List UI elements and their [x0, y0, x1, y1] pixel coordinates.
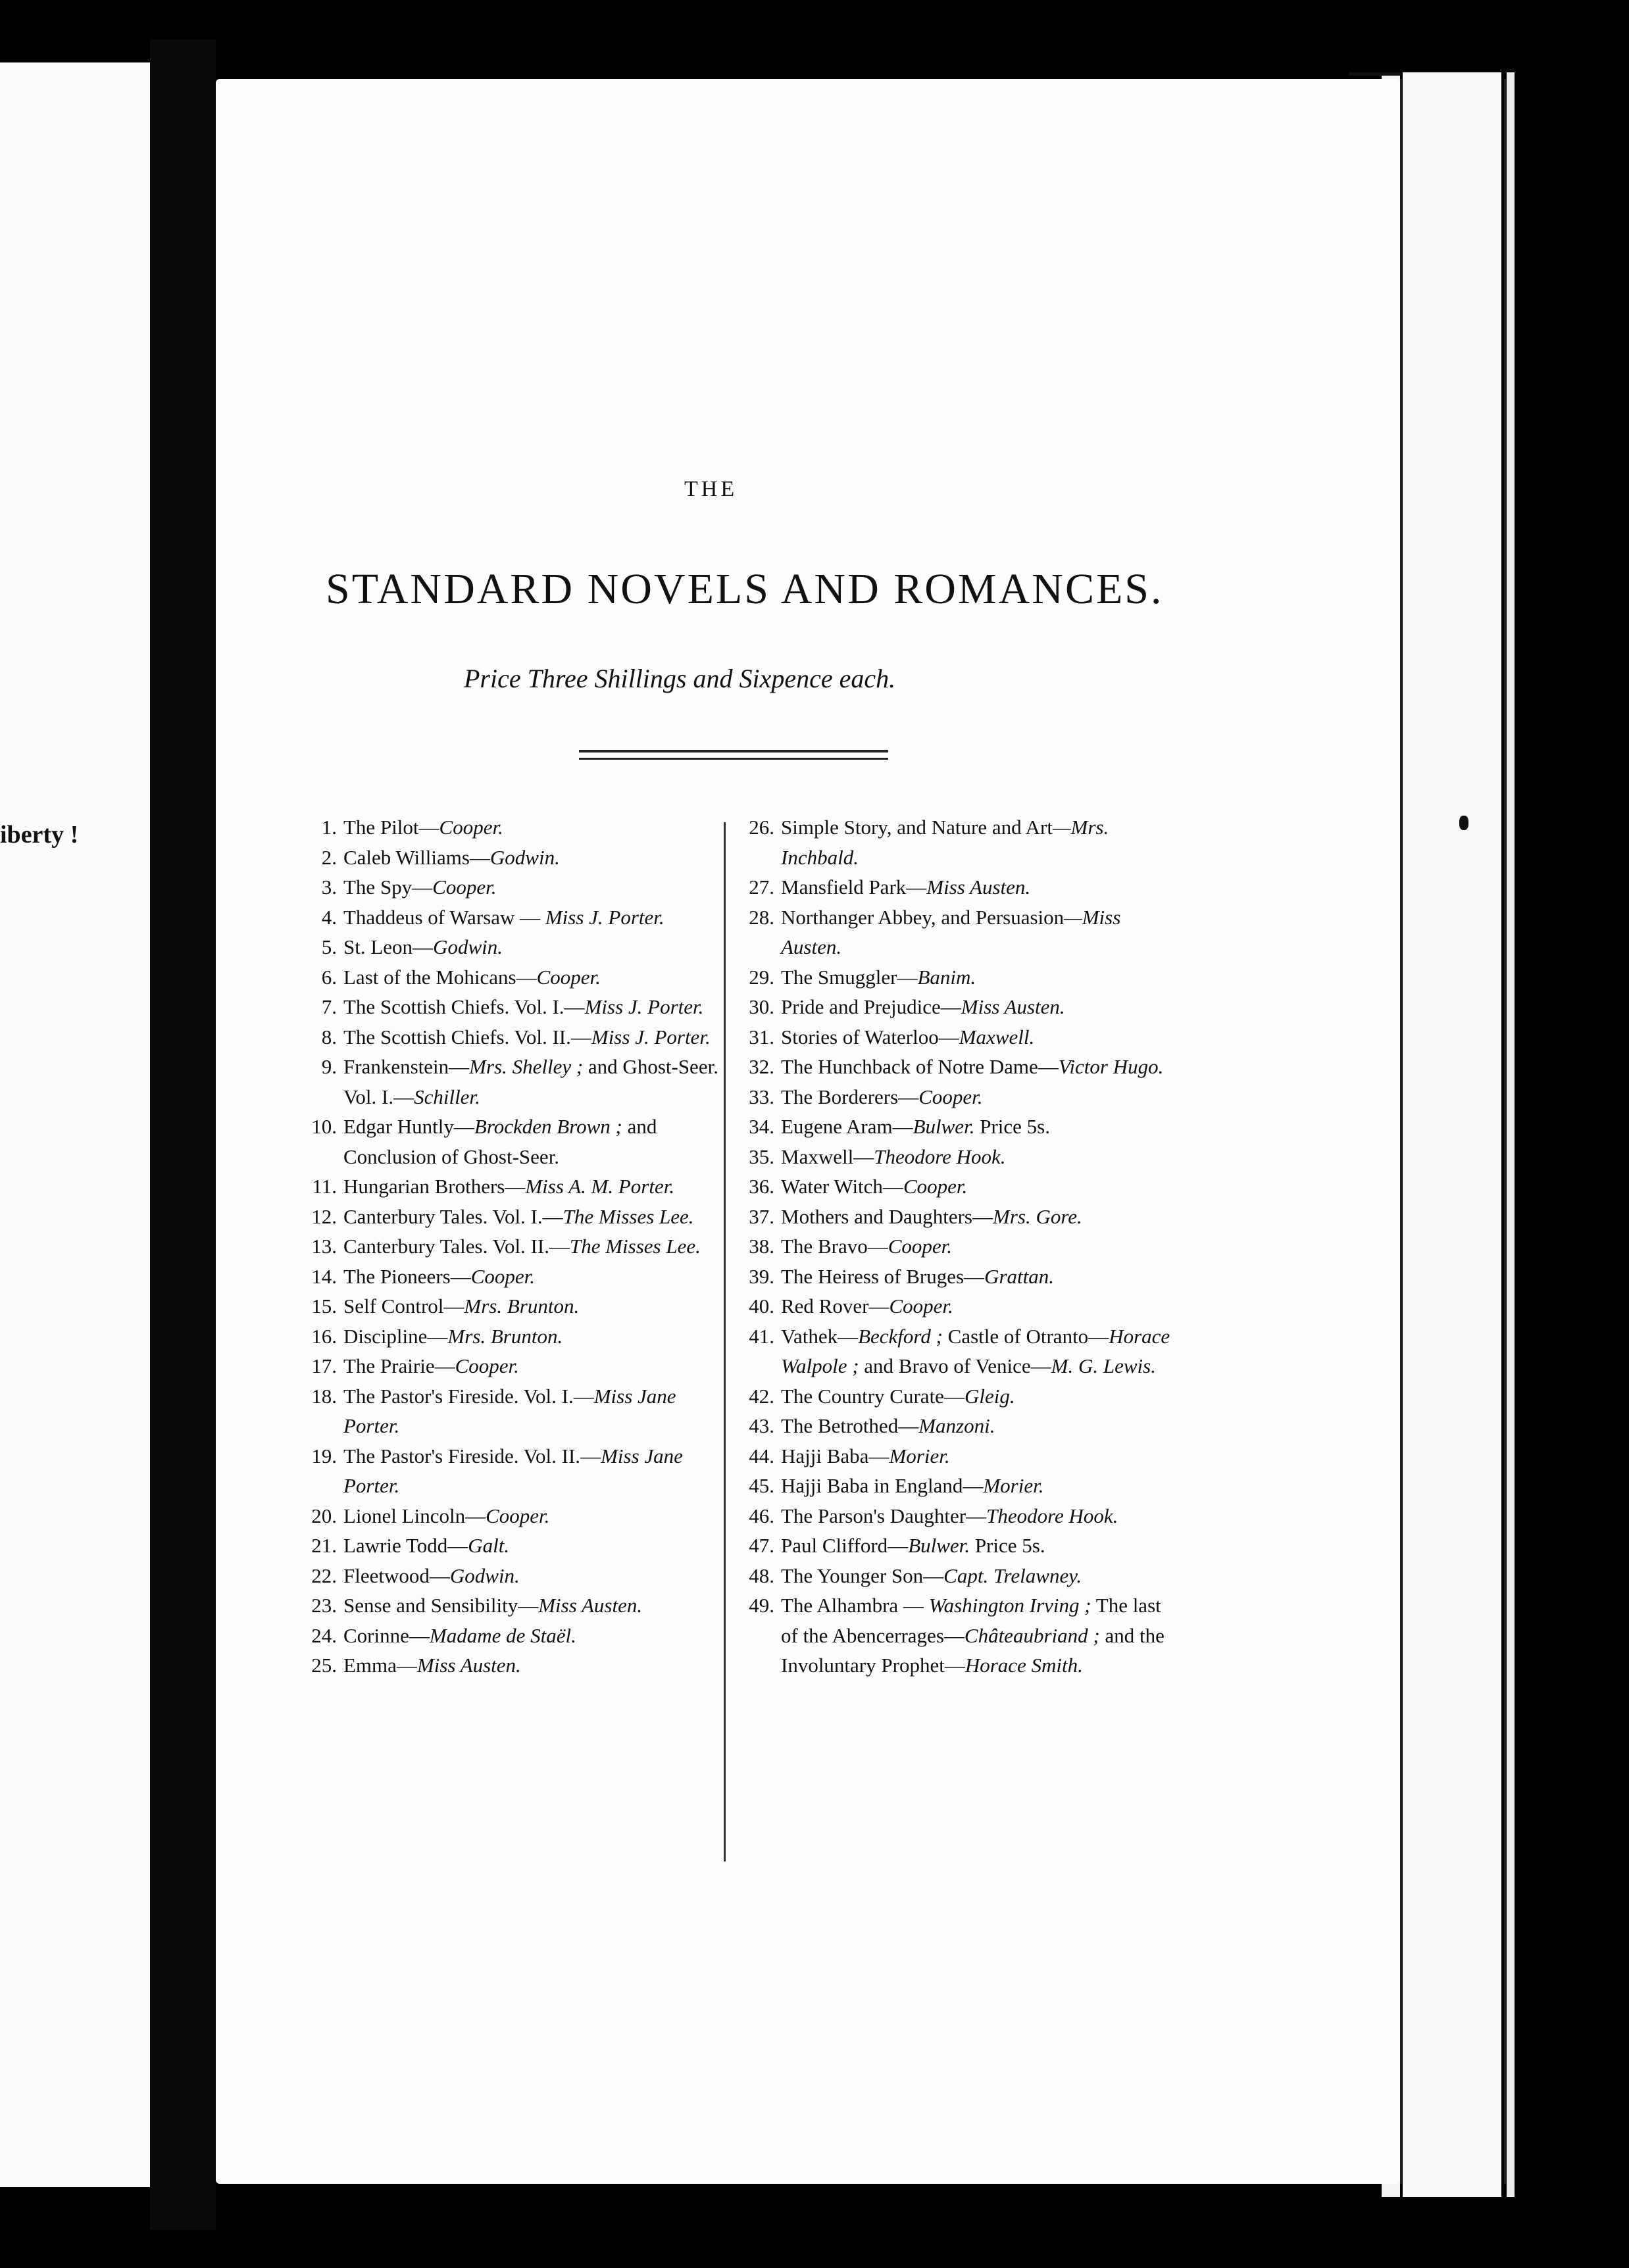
entry-text	[781, 1381, 1178, 1412]
page-edge	[1403, 72, 1501, 2197]
entry-number: 39.	[749, 1264, 774, 1288]
entry-author: Madame de Staël.	[429, 1623, 576, 1647]
entry-number: 10.	[311, 1115, 337, 1138]
entry-text	[781, 1321, 1178, 1381]
entry-author: Theodore Hook.	[874, 1145, 1006, 1168]
entry-author: Brockden Brown ;	[474, 1115, 622, 1138]
entry-number: 8.	[321, 1025, 337, 1048]
entry-author: Cooper.	[903, 1175, 968, 1198]
list-item	[303, 1650, 737, 1681]
list-item	[303, 1501, 737, 1531]
entry-text	[343, 1262, 737, 1292]
entry-title: Simple Story, and Nature and Art	[781, 816, 1053, 839]
list-item	[303, 1231, 737, 1262]
entry-text	[781, 1471, 1178, 1501]
entry-extra: and Conclusion of Ghost-Seer.	[343, 1115, 657, 1168]
entry-extra: Price 5s.	[974, 1115, 1050, 1138]
entry-number: 20.	[311, 1504, 337, 1527]
entry-author: Miss Jane Porter.	[343, 1444, 683, 1497]
list-item	[303, 1590, 737, 1621]
list-item	[740, 992, 1178, 1022]
entry-title: Edgar Huntly—	[343, 1115, 474, 1138]
list-item	[303, 872, 737, 902]
list-item	[303, 1112, 737, 1171]
entry-number: 5.	[321, 935, 337, 958]
entry-author: Godwin.	[449, 1564, 520, 1587]
entry-title: The Pilot—	[343, 816, 439, 839]
list-item	[740, 1202, 1178, 1232]
entry-title: Emma—	[343, 1654, 417, 1677]
entry-text	[343, 1321, 737, 1352]
list-item	[740, 1291, 1178, 1321]
list-item	[740, 902, 1178, 962]
entry-author: Manzoni.	[918, 1414, 995, 1437]
entry-title: The Pastor's Fireside. Vol. II.—	[343, 1444, 601, 1467]
entry-extra: The last of the Abencerrages—	[781, 1594, 1161, 1647]
list-item	[740, 1441, 1178, 1471]
entry-text	[343, 1501, 737, 1531]
page-edge-line	[1504, 79, 1506, 2184]
entry-text	[781, 872, 1178, 902]
column-divider	[724, 822, 726, 1861]
entry-text	[343, 1590, 737, 1621]
facing-page-text: iberty !	[0, 821, 79, 849]
entry-text	[781, 1531, 1178, 1561]
entry-text	[343, 812, 737, 843]
entry-number: 27.	[749, 875, 774, 899]
list-item	[740, 1471, 1178, 1501]
entry-author: Horace Smith.	[965, 1654, 1083, 1677]
entry-author: Miss J. Porter.	[584, 995, 704, 1018]
entry-number: 34.	[749, 1115, 774, 1138]
entry-title: Mansfield Park—	[781, 875, 927, 899]
left-list	[303, 812, 737, 1681]
entry-title: Water Witch—	[781, 1175, 903, 1198]
list-item	[303, 1291, 737, 1321]
entry-author: Maxwell.	[959, 1025, 1035, 1048]
entry-title: Stories of Waterloo—	[781, 1025, 959, 1048]
list-item	[303, 1531, 737, 1561]
list-item	[740, 1411, 1178, 1441]
entry-text	[343, 962, 737, 993]
entry-author: Bulwer.	[913, 1115, 975, 1138]
entry-author: Mrs. Gore.	[993, 1204, 1082, 1228]
entry-author: Cooper.	[486, 1504, 550, 1527]
entry-title: Canterbury Tales. Vol. I.—	[343, 1204, 563, 1228]
entry-number: 11.	[312, 1175, 337, 1198]
list-item	[740, 1262, 1178, 1292]
list-item	[740, 1022, 1178, 1052]
list-item	[303, 1351, 737, 1381]
entry-title: The Heiress of Bruges—	[781, 1264, 985, 1288]
entry-author: Mrs. Brunton.	[447, 1324, 563, 1348]
entry-text	[343, 1621, 737, 1651]
entry-number: 49.	[749, 1594, 774, 1617]
list-item	[303, 1171, 737, 1202]
entry-number: 26.	[749, 816, 774, 839]
entry-number: 2.	[321, 845, 337, 869]
entry-number: 25.	[311, 1654, 337, 1677]
list-item	[740, 1171, 1178, 1202]
page-title: STANDARD NOVELS AND ROMANCES.	[326, 565, 1164, 613]
list-item	[303, 1022, 737, 1052]
entry-text	[781, 1561, 1178, 1591]
entry-text	[781, 962, 1178, 993]
entry-author: Morier.	[983, 1474, 1044, 1497]
entry-text	[781, 1262, 1178, 1292]
entry-title: Vathek—	[781, 1324, 859, 1348]
entry-title: The Borderers—	[781, 1085, 919, 1108]
entry-text	[343, 902, 737, 933]
entry-author: —Mrs. Inchbald.	[781, 816, 1109, 869]
entry-author: Mrs. Brunton.	[464, 1294, 580, 1318]
entry-title: Hajji Baba in England—	[781, 1474, 984, 1497]
ink-mark	[1459, 816, 1468, 830]
entry-text	[781, 1291, 1178, 1321]
entry-author: Theodore Hook.	[986, 1504, 1118, 1527]
list-item	[303, 1052, 737, 1112]
entry-author: Miss Austen.	[961, 995, 1065, 1018]
entry-author: Cooper.	[432, 875, 497, 899]
divider-rule	[579, 750, 888, 752]
list-item	[740, 962, 1178, 993]
list-item	[303, 962, 737, 993]
entry-author: M. G. Lewis.	[1051, 1354, 1156, 1377]
entry-number: 7.	[321, 995, 337, 1018]
entry-text	[781, 1171, 1178, 1202]
entry-text	[781, 902, 1178, 962]
entry-author: Bulwer.	[908, 1534, 970, 1557]
entry-author: Horace Walpole ;	[781, 1324, 1170, 1377]
entry-number: 9.	[321, 1055, 337, 1078]
entry-author: Cooper.	[918, 1085, 983, 1108]
entry-author: Mrs. Shelley ;	[469, 1055, 584, 1078]
entry-title: The Scottish Chiefs. Vol. I.—	[343, 995, 585, 1018]
list-item	[303, 812, 737, 843]
entry-title: Red Rover—	[781, 1294, 890, 1318]
entry-author: —Miss Austen.	[781, 905, 1121, 958]
entry-author: Victor Hugo.	[1058, 1055, 1164, 1078]
right-list	[740, 812, 1178, 1681]
entry-title: The Scottish Chiefs. Vol. II.—	[343, 1025, 591, 1048]
price-subtitle: Price Three Shillings and Sixpence each.	[464, 664, 896, 693]
entry-number: 13.	[311, 1235, 337, 1258]
entry-number: 48.	[749, 1564, 774, 1587]
entry-author: Banim.	[917, 965, 976, 989]
entry-text	[343, 1381, 737, 1441]
entry-author: Cooper.	[439, 816, 503, 839]
entry-number: 18.	[311, 1384, 337, 1408]
entry-title: The Pioneers—	[343, 1264, 471, 1288]
entry-text	[343, 992, 737, 1022]
entry-number: 37.	[749, 1204, 774, 1228]
list-item	[740, 1531, 1178, 1561]
entry-author: Cooper.	[888, 1235, 953, 1258]
entry-title: The Younger Son—	[781, 1564, 944, 1587]
list-item	[740, 1590, 1178, 1681]
corner-mark	[1349, 72, 1401, 102]
entry-author: Cooper.	[889, 1294, 953, 1318]
list-item	[740, 1501, 1178, 1531]
facing-page	[0, 62, 150, 2187]
list-item	[303, 1441, 737, 1501]
entry-text	[781, 1112, 1178, 1142]
list-item	[303, 1621, 737, 1651]
entry-author: Miss J. Porter.	[545, 905, 664, 929]
entry-number: 6.	[321, 965, 337, 989]
entry-number: 33.	[749, 1085, 774, 1108]
entry-extra: and Bravo of Venice—	[859, 1354, 1051, 1377]
entry-text	[781, 1052, 1178, 1082]
entry-text	[781, 1501, 1178, 1531]
entry-number: 46.	[749, 1504, 774, 1527]
entry-text	[781, 1441, 1178, 1471]
entry-number: 40.	[749, 1294, 774, 1318]
entry-text	[343, 1171, 737, 1202]
entry-title: The Country Curate—	[781, 1384, 965, 1408]
entry-title: St. Leon—	[343, 935, 434, 958]
entry-number: 1.	[321, 816, 337, 839]
entry-text	[781, 812, 1178, 872]
entry-text	[343, 1531, 737, 1561]
entry-text	[343, 843, 737, 873]
entry-number: 22.	[311, 1564, 337, 1587]
entry-author: Gleig.	[964, 1384, 1015, 1408]
list-item	[303, 1381, 737, 1441]
list-item	[740, 812, 1178, 872]
entry-title: The Alhambra —	[781, 1594, 929, 1617]
entry-number: 32.	[749, 1055, 774, 1078]
list-item	[740, 1052, 1178, 1082]
entry-text	[343, 1561, 737, 1591]
entry-number: 21.	[311, 1534, 337, 1557]
entry-number: 42.	[749, 1384, 774, 1408]
entry-title: The Spy—	[343, 875, 433, 899]
page-edge-line	[1400, 79, 1402, 2184]
entry-title: Hungarian Brothers—	[343, 1175, 526, 1198]
entry-author: Miss Jane Porter.	[343, 1384, 676, 1437]
list-item	[740, 1381, 1178, 1412]
entry-number: 16.	[311, 1324, 337, 1348]
entry-text	[343, 1112, 737, 1171]
entry-author: Miss J. Porter.	[591, 1025, 711, 1048]
list-item	[740, 1231, 1178, 1262]
entry-author: The Misses Lee.	[563, 1204, 694, 1228]
entry-number: 23.	[311, 1594, 337, 1617]
list-item	[303, 843, 737, 873]
entry-author: Washington Irving ;	[928, 1594, 1091, 1617]
list-item	[740, 1321, 1178, 1381]
entry-extra: Price 5s.	[970, 1534, 1045, 1557]
entry-title: Caleb Williams—	[343, 845, 490, 869]
divider-rule	[579, 758, 888, 760]
entry-text	[781, 1022, 1178, 1052]
entry-author: Cooper.	[455, 1354, 519, 1377]
entry-author: Châteaubriand ;	[964, 1623, 1100, 1647]
entry-text	[343, 872, 737, 902]
list-item	[740, 1082, 1178, 1112]
entry-title: Hajji Baba—	[781, 1444, 890, 1467]
entry-text	[343, 1231, 737, 1262]
entry-number: 36.	[749, 1175, 774, 1198]
entry-author: Miss Austen.	[416, 1654, 521, 1677]
list-item	[303, 932, 737, 962]
entry-title: Corinne—	[343, 1623, 430, 1647]
entry-author: Schiller.	[414, 1085, 480, 1108]
entry-title: Thaddeus of Warsaw —	[343, 905, 545, 929]
entry-number: 35.	[749, 1145, 774, 1168]
entry-extra: and Ghost-Seer. Vol. I.—	[343, 1055, 718, 1108]
entry-author: Morier.	[889, 1444, 950, 1467]
entry-number: 31.	[749, 1025, 774, 1048]
entry-title: Maxwell—	[781, 1145, 874, 1168]
entry-number: 45.	[749, 1474, 774, 1497]
entry-title: Sense and Sensibility—	[343, 1594, 539, 1617]
entry-title: The Betrothed—	[781, 1414, 919, 1437]
entry-title: Eugene Aram—	[781, 1115, 913, 1138]
entry-title: Pride and Prejudice—	[781, 995, 961, 1018]
entry-title: Mothers and Daughters—	[781, 1204, 993, 1228]
entry-author: Miss Austen.	[926, 875, 1031, 899]
book-gutter	[150, 39, 216, 2230]
entry-number: 29.	[749, 965, 774, 989]
entry-number: 15.	[311, 1294, 337, 1318]
entry-text	[781, 992, 1178, 1022]
list-item	[740, 1112, 1178, 1142]
list-item	[740, 1142, 1178, 1172]
entry-number: 17.	[311, 1354, 337, 1377]
entry-author: Cooper.	[536, 965, 601, 989]
entry-title: Discipline—	[343, 1324, 448, 1348]
entry-title: Lawrie Todd—	[343, 1534, 468, 1557]
entry-number: 38.	[749, 1235, 774, 1258]
entry-number: 14.	[311, 1264, 337, 1288]
entry-title: The Bravo—	[781, 1235, 888, 1258]
entry-author: The Misses Lee.	[569, 1235, 701, 1258]
entry-author: Godwin.	[433, 935, 503, 958]
entry-author: Grattan.	[984, 1264, 1054, 1288]
entry-number: 43.	[749, 1414, 774, 1437]
entry-author: Beckford ;	[858, 1324, 943, 1348]
entry-text	[781, 1411, 1178, 1441]
entry-number: 4.	[321, 905, 337, 929]
entry-text	[343, 1351, 737, 1381]
entry-number: 24.	[311, 1623, 337, 1647]
entry-text	[343, 1441, 737, 1501]
entry-title: Lionel Lincoln—	[343, 1504, 486, 1527]
entry-title: The Smuggler—	[781, 965, 918, 989]
entry-text	[781, 1142, 1178, 1172]
entry-title: Fleetwood—	[343, 1564, 450, 1587]
list-item	[303, 1561, 737, 1591]
entry-extra: Castle of Otranto—	[942, 1324, 1109, 1348]
entry-author: Miss Austen.	[538, 1594, 643, 1617]
entry-text	[343, 1022, 737, 1052]
entry-text	[343, 1202, 737, 1232]
list-item	[740, 1561, 1178, 1591]
entry-text	[781, 1082, 1178, 1112]
entry-author: Capt. Trelawney.	[943, 1564, 1082, 1587]
entry-title: Last of the Mohicans—	[343, 965, 537, 989]
entry-number: 28.	[749, 905, 774, 929]
entry-title: The Prairie—	[343, 1354, 455, 1377]
entry-number: 41.	[749, 1324, 774, 1348]
entry-text	[343, 1291, 737, 1321]
entry-extra: and the Involuntary Prophet—	[781, 1623, 1165, 1677]
entry-title: Self Control—	[343, 1294, 464, 1318]
entry-title: The Parson's Daughter—	[781, 1504, 987, 1527]
page-edge	[1507, 72, 1515, 2197]
entry-title: Canterbury Tales. Vol. II.—	[343, 1235, 570, 1258]
entry-number: 44.	[749, 1444, 774, 1467]
entry-author: Cooper.	[470, 1264, 536, 1288]
entry-author: Galt.	[468, 1534, 510, 1557]
list-item	[303, 1202, 737, 1232]
entry-text	[343, 1052, 737, 1112]
entry-title: The Hunchback of Notre Dame—	[781, 1055, 1059, 1078]
entry-text	[343, 932, 737, 962]
entry-number: 47.	[749, 1534, 774, 1557]
entry-title: Frankenstein—	[343, 1055, 470, 1078]
entry-number: 19.	[311, 1444, 337, 1467]
entry-number: 12.	[311, 1204, 337, 1228]
list-item	[303, 992, 737, 1022]
entry-title: Paul Clifford—	[781, 1534, 909, 1557]
entry-author: Miss A. M. Porter.	[525, 1175, 675, 1198]
entry-title: The Pastor's Fireside. Vol. I.—	[343, 1384, 594, 1408]
entry-text	[343, 1650, 737, 1681]
entry-text	[781, 1202, 1178, 1232]
header-the: THE	[684, 477, 738, 501]
entry-number: 3.	[321, 875, 337, 899]
list-item	[303, 902, 737, 933]
entry-author: Godwin.	[489, 845, 560, 869]
entry-number: 30.	[749, 995, 774, 1018]
entry-text	[781, 1231, 1178, 1262]
entry-text	[781, 1590, 1178, 1681]
list-item	[740, 872, 1178, 902]
list-item	[303, 1262, 737, 1292]
list-item	[303, 1321, 737, 1352]
entry-title: Northanger Abbey, and Persuasion	[781, 905, 1065, 929]
